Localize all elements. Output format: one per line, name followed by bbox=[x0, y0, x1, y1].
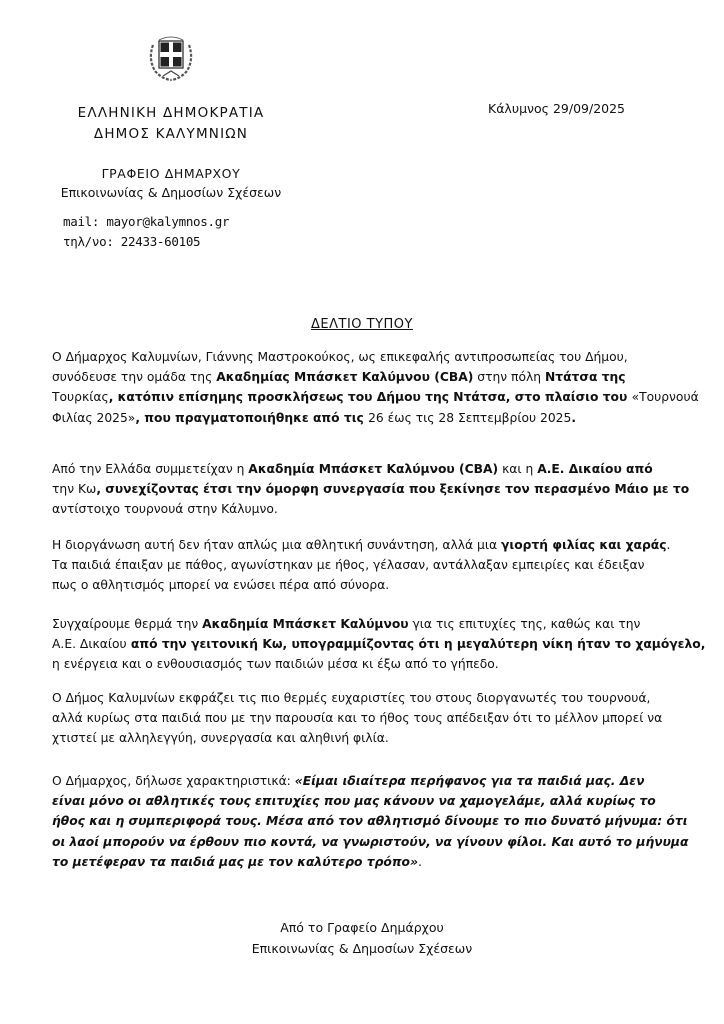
text-line bbox=[52, 499, 680, 519]
text-line bbox=[52, 347, 680, 367]
emphasized-text: Ντάτσα της bbox=[544, 370, 626, 385]
plain-text: αντίστοιχο τουρνουά στην Κάλυμνο. bbox=[52, 502, 278, 517]
emphasized-text: είναι μόνο οι αθλητικές τους επιτυχίες που μας κάνουν να χαμογελάμε, αλλά κυρίως το bbox=[52, 794, 656, 809]
emphasized-text: από την γειτονική Κω, υπογραμμίζοντας ότι η μεγαλύτερη νίκη ήταν το χαμόγελο, bbox=[126, 637, 706, 652]
emphasized-text: Ακαδημία Μπάσκετ Καλύμνου bbox=[202, 617, 409, 631]
plain-text: Ο Δήμαρχος, δήλωσε χαρακτηριστικά: bbox=[52, 774, 295, 788]
text-line bbox=[52, 459, 680, 479]
text-line bbox=[52, 708, 680, 728]
plain-text: Α.Ε. Δικαίου bbox=[52, 637, 127, 652]
plain-text: Ο Δήμαρχος Καλυμνίων, Γιάννης Μαστροκούκος, ως επικεφαλής αντιπροσωπείας του Δήμου, bbox=[52, 350, 628, 364]
text-line bbox=[52, 535, 680, 555]
emphasized-text: ήθος και η συμπεριφορά τους. Μέσα από τον αθλητισμό δίνουμε το πιο δυνατό μήνυμα: ότι bbox=[52, 814, 688, 829]
plain-text: «Τουρνουά bbox=[631, 390, 699, 405]
plain-text: Τουρκίας bbox=[52, 390, 109, 405]
plain-text: για τις επιτυχίες της, καθώς και την bbox=[408, 617, 641, 631]
municipality-name: ΔΗΜΟΣ ΚΑΛΥΜΝΙΩΝ bbox=[93, 126, 249, 142]
text-line bbox=[52, 811, 688, 831]
paragraph-3 bbox=[52, 535, 680, 596]
plain-text: . bbox=[666, 538, 671, 552]
contact-phone: τηλ/νο: 22433-60105 bbox=[63, 234, 201, 249]
plain-text: την Κω bbox=[52, 482, 97, 497]
plain-text: Ο Δήμος Καλυμνίων εκφράζει τις πιο θερμές ευχαριστίες του στους διοργανωτές του τουρνουά, bbox=[52, 691, 651, 705]
signature-line-2: Επικοινωνίας & Δημοσίων Σχέσεων bbox=[251, 941, 473, 956]
text-line bbox=[52, 387, 699, 407]
emphasized-text: το μετέφεραν τα παιδιά μας με τον καλύτερο τρόπο» bbox=[52, 854, 419, 869]
text-line bbox=[52, 771, 680, 791]
emphasized-text: , κατόπιν επίσημης προσκλήσεως του Δήμου της Ντάτσα, στο πλαίσιο του bbox=[108, 390, 632, 405]
plain-text: . bbox=[418, 854, 422, 869]
emphasized-text: Ακαδημίας Μπάσκετ Καλύμνου (CBA) bbox=[216, 370, 474, 385]
emphasized-text: , συνεχίζοντας έτσι την όμορφη συνεργασία που ξεκίνησε τον περασμένο Μάιο με το bbox=[96, 482, 690, 497]
text-line bbox=[52, 688, 680, 708]
paragraph-1 bbox=[52, 347, 699, 428]
contact-email[interactable]: mail: mayor@kalymnos.gr bbox=[63, 214, 230, 229]
text-line bbox=[52, 728, 680, 748]
plain-text: Τα παιδιά έπαιξαν με πάθος, αγωνίστηκαν με ήθος, γέλασαν, αντάλλαξαν εμπειρίες και έδειξαν bbox=[52, 558, 645, 573]
plain-text: πως ο αθλητισμός μπορεί να ενώσει πέρα από σύνορα. bbox=[52, 578, 390, 593]
plain-text: αλλά κυρίως στα παιδιά που με την παρουσία και το ήθος τους απέδειξαν ότι το μέλλον μπορεί να bbox=[52, 711, 663, 726]
text-line bbox=[52, 367, 680, 387]
paragraph-6-quote bbox=[52, 771, 689, 872]
document-title: ΔΕΛΤΙΟ ΤΥΠΟΥ bbox=[311, 317, 413, 332]
text-line bbox=[52, 634, 706, 654]
plain-text: Συγχαίρουμε θερμά την bbox=[52, 617, 203, 631]
text-line bbox=[52, 791, 680, 811]
text-line bbox=[52, 852, 680, 872]
plain-text: η ενέργεια και ο ενθουσιασμός των παιδιών μέσα κι έξω από το γήπεδο. bbox=[52, 657, 499, 672]
signature-line-1: Από το Γραφείο Δημάρχου bbox=[280, 920, 444, 935]
paragraph-2 bbox=[52, 459, 690, 520]
text-line bbox=[52, 614, 680, 634]
text-line bbox=[52, 654, 680, 674]
emphasized-text: Ακαδημία Μπάσκετ Καλύμνου (CBA) bbox=[248, 462, 499, 476]
republic-name: ΕΛΛΗΝΙΚΗ ΔΗΜΟΚΡΑΤΙΑ bbox=[77, 105, 265, 121]
emphasized-text: . bbox=[571, 410, 577, 425]
text-line bbox=[52, 555, 680, 575]
text-line bbox=[52, 479, 690, 499]
text-line bbox=[52, 832, 689, 852]
paragraph-5 bbox=[52, 688, 680, 749]
paragraph-4 bbox=[52, 614, 706, 675]
text-line bbox=[52, 408, 680, 428]
plain-text: 26 έως τις 28 Σεπτεμβρίου 2025 bbox=[368, 410, 572, 425]
text-line bbox=[52, 575, 680, 595]
emphasized-text: οι λαοί μπορούν να έρθουν πιο κοντά, να γνωριστούν, να γίνουν φίλοι. Και αυτό το μήνυμα bbox=[52, 834, 689, 849]
emphasized-text: , που πραγματοποιήθηκε από τις bbox=[135, 410, 369, 425]
plain-text: Από την Ελλάδα συμμετείχαν η bbox=[52, 462, 249, 476]
department-name: Επικοινωνίας & Δημοσίων Σχέσεων bbox=[60, 185, 282, 200]
plain-text: συνόδευσε την ομάδα της bbox=[52, 370, 217, 385]
emphasized-text: «Είμαι ιδιαίτερα περήφανος για τα παιδιά μας. Δεν bbox=[294, 774, 645, 788]
plain-text: Φιλίας 2025» bbox=[52, 410, 136, 425]
greek-coat-of-arms-icon bbox=[145, 31, 197, 83]
emphasized-text: γιορτή φιλίας και χαράς bbox=[501, 538, 667, 552]
office-name: ΓΡΑΦΕΙΟ ΔΗΜΑΡΧΟΥ bbox=[101, 166, 241, 181]
place-date: Κάλυμνος 29/09/2025 bbox=[488, 101, 626, 116]
plain-text: Η διοργάνωση αυτή δεν ήταν απλώς μια αθλητική συνάντηση, αλλά μια bbox=[52, 538, 502, 552]
plain-text: χτιστεί με αλληλεγγύη, συνεργασία και αληθινή φιλία. bbox=[52, 731, 389, 746]
plain-text: στην πόλη bbox=[473, 370, 545, 385]
plain-text: και η bbox=[498, 462, 538, 476]
emphasized-text: Α.Ε. Δικαίου από bbox=[537, 462, 653, 476]
